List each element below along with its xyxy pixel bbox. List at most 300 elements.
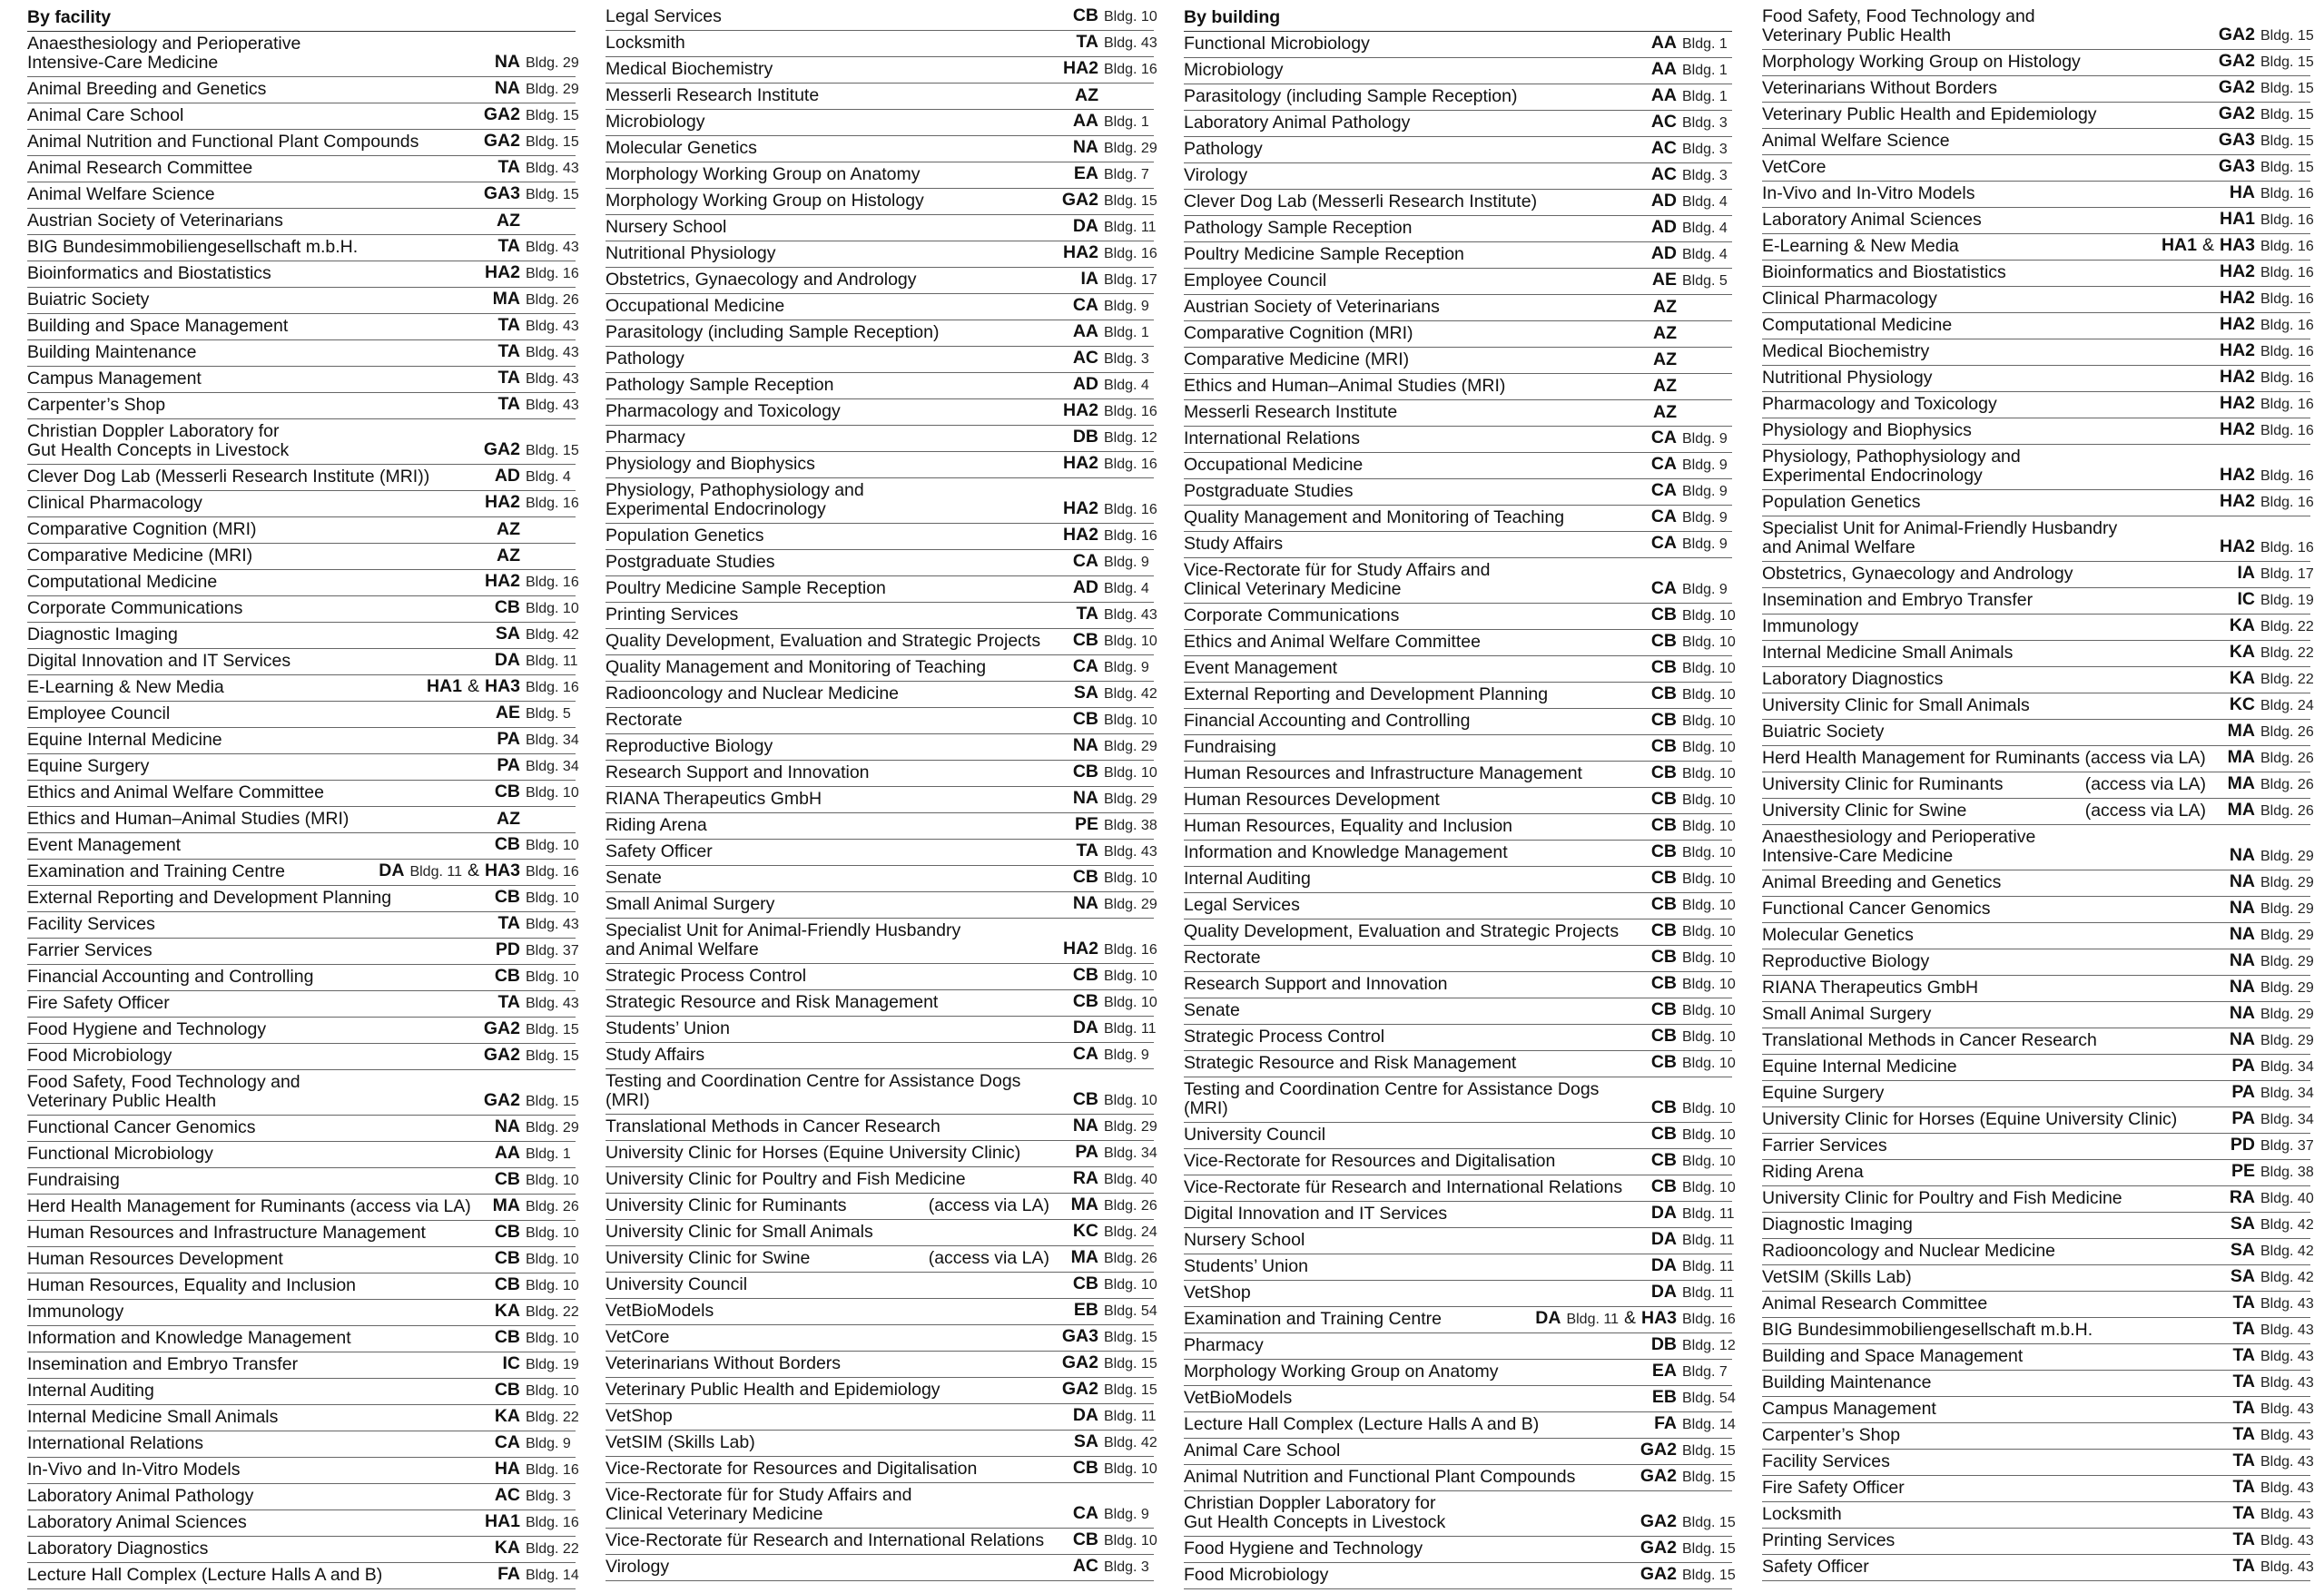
location [1062, 453, 1157, 474]
directory-row [1762, 1318, 2314, 1344]
building-code: CB [1650, 736, 1677, 756]
directory-row [1762, 923, 2314, 949]
directory-row [1762, 490, 2314, 516]
facility-name: Human Resources and Infrastructure Management [1184, 763, 1582, 783]
directory-row [27, 1070, 579, 1116]
building-number: Bldg. 29 [2260, 1033, 2314, 1048]
location [1073, 375, 1154, 395]
location [1073, 552, 1154, 572]
facility-name: Herd Health Management for Ruminants (access via LA) [1762, 748, 2206, 768]
building-number: Bldg. 11 [1104, 1021, 1157, 1037]
location [1651, 534, 1732, 554]
facility-name: Population Genetics [606, 526, 764, 546]
facility-name: International Relations [27, 1433, 204, 1453]
building-number: Bldg. 15 [2260, 133, 2314, 149]
location [2237, 563, 2314, 584]
facility-name: Insemination and Embryo Transfer [27, 1354, 299, 1374]
facility-name: Functional Cancer Genomics [27, 1117, 256, 1137]
location [1061, 190, 1157, 211]
building-number: Bldg. 38 [2260, 1165, 2314, 1180]
facility-name: Fundraising [27, 1170, 120, 1190]
building-number: Bldg. 16 [2260, 344, 2314, 359]
facility-name: University Clinic for Swine [606, 1248, 811, 1268]
facility-name: Laboratory Animal Pathology [1184, 113, 1411, 133]
facility-name: Veterinarians Without Borders [1762, 78, 1998, 98]
building-code: CB [1650, 868, 1677, 888]
facility-name: Equine Internal Medicine [1762, 1057, 1957, 1077]
building-number: Bldg. 10 [1104, 969, 1157, 984]
building-number: Bldg. 34 [2260, 1086, 2314, 1101]
directory-row [27, 1510, 579, 1537]
directory-row [1184, 1281, 1735, 1307]
building-number: Bldg. 11 [1104, 1409, 1157, 1424]
location [2219, 209, 2314, 230]
building-code: CB [494, 597, 520, 617]
building-code: CB [494, 887, 520, 907]
building-code: MA [492, 1195, 520, 1215]
building-number: Bldg. 43 [2260, 1349, 2314, 1364]
building-code: CB [1650, 1150, 1677, 1170]
building-number: Bldg. 22 [2260, 619, 2314, 634]
directory-row [1762, 825, 2314, 870]
location [1072, 965, 1157, 986]
location [426, 676, 579, 697]
building-number: Bldg. 15 [2260, 107, 2314, 123]
facility-name: Virology [1184, 165, 1248, 185]
directory-row [1762, 1397, 2314, 1423]
location [2230, 1214, 2314, 1234]
building-code: CA [1072, 295, 1098, 315]
building-number: Bldg. 16 [1104, 246, 1157, 261]
directory-row [27, 1195, 579, 1221]
building-code: HA2 [1062, 242, 1098, 262]
directory-row [27, 1326, 579, 1352]
facility-name: Poultry Medicine Sample Reception [606, 578, 886, 598]
location [495, 1144, 576, 1164]
building-code: NA [494, 52, 520, 72]
building-number: Bldg. 29 [1104, 1119, 1157, 1135]
building-number: Bldg. 4 [1682, 194, 1728, 210]
location [2229, 694, 2314, 715]
directory-row [1762, 1476, 2314, 1502]
building-code: GA2 [483, 1018, 520, 1038]
facility-name: Parasitology (including Sample Reception) [606, 322, 940, 342]
building-number: Bldg. 10 [526, 1278, 579, 1293]
building-code: EA [1651, 1361, 1677, 1381]
building-code: HA2 [1062, 525, 1098, 545]
directory-row [1184, 893, 1736, 919]
directory-row [1184, 735, 1736, 762]
building-code: DA [379, 860, 405, 880]
facility-name: Messerli Research Institute [606, 85, 820, 105]
building-number: Bldg. 15 [2260, 81, 2314, 96]
directory-row [1184, 998, 1736, 1025]
facility-name: Building Maintenance [27, 342, 197, 362]
directory-row [606, 892, 1157, 919]
building-code: TA [2232, 1503, 2255, 1523]
location [2230, 1240, 2314, 1261]
location [2232, 1503, 2314, 1524]
building-code: DB [1650, 1334, 1677, 1354]
building-number: Bldg. 3 [1682, 142, 1728, 157]
directory-row [27, 1116, 579, 1142]
building-code: HA2 [2219, 314, 2255, 334]
directory-row [1762, 1213, 2314, 1239]
directory-row [27, 517, 576, 544]
building-code: MA [2227, 721, 2255, 741]
location [1070, 1247, 1157, 1268]
building-number: Bldg. 43 [1104, 607, 1157, 623]
facility-name: Strategic Process Control [606, 966, 807, 986]
location [497, 992, 579, 1013]
directory-row [1184, 1563, 1736, 1589]
building-code: TA [2232, 1529, 2255, 1549]
location [1072, 1405, 1157, 1426]
location [2237, 589, 2314, 610]
directory-row [1184, 269, 1732, 295]
facility-name-line: Food Safety, Food Technology and [1762, 6, 2035, 26]
directory-row [1184, 1077, 1736, 1123]
location [483, 131, 579, 152]
directory-row [1184, 295, 1732, 321]
building-number: Bldg. 19 [526, 1357, 579, 1372]
facility-name: Nursery School [1184, 1230, 1305, 1250]
section-heading: By facility [27, 5, 576, 32]
building-code: HA3 [2219, 235, 2255, 255]
facility-name: Rectorate [606, 710, 683, 730]
facility-name: University Clinic for Small Animals [1762, 695, 2030, 715]
directory-row [27, 1221, 579, 1247]
directory-row [606, 840, 1157, 866]
facility-name: Immunology [27, 1302, 124, 1322]
building-number: Bldg. 16 [1104, 502, 1157, 517]
ampersand-separator: & [2201, 235, 2214, 255]
facility-name: Animal Care School [27, 105, 184, 125]
building-code: CB [1072, 630, 1098, 650]
facility-name: Locksmith [1762, 1504, 1842, 1524]
directory-row [606, 452, 1157, 478]
directory-row [27, 393, 579, 419]
building-code: IC [502, 1353, 520, 1373]
directory-row [1762, 418, 2314, 445]
building-code: CB [494, 1169, 520, 1189]
location [1072, 893, 1157, 914]
building-code: CB [1650, 789, 1677, 809]
location [1653, 298, 1732, 317]
building-number: Bldg. 24 [1104, 1224, 1157, 1240]
location [1650, 868, 1736, 889]
directory-row [1184, 919, 1736, 946]
directory-row [27, 1142, 576, 1168]
location [1062, 400, 1157, 421]
facility-name: Financial Accounting and Controlling [27, 967, 314, 987]
directory-row [1762, 588, 2314, 615]
directory-row [1762, 1107, 2314, 1134]
building-code: AD [1072, 577, 1098, 597]
location [1075, 86, 1154, 105]
directory-row [1184, 1360, 1732, 1386]
facility-name: Messerli Research Institute [1184, 402, 1398, 422]
directory-row [606, 1017, 1157, 1043]
building-code: NA [494, 78, 520, 98]
location [2229, 668, 2314, 689]
location [2219, 367, 2314, 388]
building-code: KA [2229, 642, 2255, 662]
location [1650, 999, 1736, 1020]
building-code: CB [1072, 5, 1098, 25]
directory-row [1184, 1537, 1736, 1563]
building-code: IA [1080, 269, 1098, 289]
facility-name-line: and Animal Welfare [1762, 537, 1915, 557]
directory-row [1184, 558, 1732, 604]
location [497, 913, 579, 934]
building-code: HA3 [484, 860, 520, 880]
building-number: Bldg. 5 [526, 706, 571, 722]
building-code: CB [1650, 894, 1677, 914]
directory-row [27, 886, 579, 912]
building-number: Bldg. 1 [1104, 325, 1149, 340]
building-number: Bldg. 16 [1104, 942, 1157, 958]
building-number: Bldg. 10 [1682, 1180, 1736, 1195]
directory-row [1184, 1491, 1736, 1537]
facility-name [1762, 7, 2035, 45]
directory-row [606, 347, 1154, 373]
building-code: RA [1072, 1168, 1098, 1188]
building-code: CB [494, 1222, 520, 1242]
directory-row [1184, 604, 1736, 630]
building-code: NA [2229, 950, 2255, 970]
facility-name: Food Hygiene and Technology [1184, 1539, 1423, 1559]
location [497, 1564, 579, 1585]
directory-row [606, 734, 1157, 761]
building-number: Bldg. 40 [2260, 1191, 2314, 1206]
facility-name: Computational Medicine [27, 572, 218, 592]
building-number: Bldg. 10 [1682, 924, 1736, 939]
location [2219, 465, 2314, 486]
building-code: AA [494, 1143, 520, 1163]
directory-row [606, 1220, 1157, 1246]
building-code: AE [495, 703, 520, 723]
building-code: AZ [497, 211, 520, 231]
facility-name-line: Veterinary Public Health [27, 1091, 217, 1111]
building-code: PA [1075, 1142, 1098, 1162]
facility-name-line: Veterinary Public Health [1762, 25, 1952, 45]
location [2229, 845, 2314, 866]
directory-row [1184, 762, 1736, 788]
facility-name: Functional Cancer Genomics [1762, 899, 1991, 919]
building-number: Bldg. 43 [2260, 1480, 2314, 1496]
facility-name: Obstetrics, Gynaecology and Andrology [606, 270, 917, 290]
facility-name-line: Testing and Coordination Centre for Assistance Dogs [1184, 1079, 1600, 1099]
facility-name: Molecular Genetics [1762, 925, 1914, 945]
facility-name: VetBioModels [606, 1301, 714, 1321]
facility-name: Nursery School [606, 217, 727, 237]
building-code: AC [1650, 138, 1677, 158]
building-number: Bldg. 34 [526, 759, 579, 774]
building-number: Bldg. 54 [1104, 1303, 1157, 1319]
facility-name: Physiology and Biophysics [606, 454, 815, 474]
facility-name: Occupational Medicine [1184, 455, 1364, 475]
location [494, 597, 579, 618]
building-code: CA [1072, 656, 1098, 676]
building-code: AD [1650, 191, 1677, 211]
building-number: Bldg. 34 [2260, 1112, 2314, 1127]
location [1072, 137, 1157, 158]
location [1650, 789, 1736, 810]
facility-name: VetShop [606, 1406, 673, 1426]
location [494, 1274, 579, 1295]
facility-name: Bioinformatics and Biostatistics [27, 263, 271, 283]
facility-name: Printing Services [606, 605, 739, 624]
facility-name: Medical Biochemistry [606, 59, 773, 79]
facility-name: Physiology and Biophysics [1762, 420, 1972, 440]
location [2232, 1529, 2314, 1550]
location [1072, 991, 1157, 1012]
facility-name: Examination and Training Centre [1184, 1309, 1442, 1329]
directory-row [1184, 506, 1732, 532]
facility-name: Food Microbiology [1184, 1565, 1329, 1585]
building-code: GA2 [483, 1090, 520, 1110]
directory-row [1184, 1025, 1736, 1051]
building-code: AC [1072, 1556, 1098, 1576]
location [1651, 218, 1732, 238]
building-number: Bldg. 43 [526, 398, 579, 413]
directory-row [1184, 190, 1732, 216]
facility-name: Diagnostic Imaging [27, 624, 178, 644]
location [497, 394, 579, 415]
facility-name [1762, 828, 2035, 866]
building-number: Bldg. 11 [526, 654, 578, 669]
building-code: CB [1650, 683, 1677, 703]
building-number: Bldg. 37 [2260, 1138, 2314, 1154]
facility-name: Pathology [1184, 139, 1263, 159]
facility-name: Clinical Pharmacology [1762, 289, 1937, 309]
facility-name: Morphology Working Group on Histology [606, 191, 924, 211]
building-number: Bldg. 9 [1682, 484, 1728, 499]
facility-name: Postgraduate Studies [606, 552, 775, 572]
building-code: TA [497, 341, 520, 361]
building-number: Bldg. 16 [2260, 212, 2314, 228]
building-code: HA2 [484, 262, 520, 282]
building-code: TA [2232, 1372, 2255, 1391]
building-code: IA [2237, 563, 2255, 583]
location [1070, 1195, 1157, 1215]
directory-row [1762, 339, 2314, 366]
facility-name-line: Anaesthesiology and Perioperative [1762, 827, 2036, 847]
location [1650, 762, 1736, 783]
building-number: Bldg. 42 [526, 627, 579, 643]
building-code: GA3 [1061, 1326, 1098, 1346]
facility-name: VetBioModels [1184, 1388, 1293, 1408]
building-number: Bldg. 9 [1104, 1507, 1149, 1522]
building-number: Bldg. 16 [2260, 423, 2314, 438]
location [2229, 924, 2314, 945]
directory-row [27, 209, 576, 235]
building-number: Bldg. 16 [526, 864, 579, 880]
building-code: TA [497, 992, 520, 1012]
facility-name: Austrian Society of Veterinarians [27, 211, 283, 231]
building-number: Bldg. 22 [2260, 672, 2314, 687]
building-number: Bldg. 26 [526, 1199, 579, 1214]
location [2229, 871, 2314, 892]
location [492, 1195, 579, 1216]
building-code: HA [494, 1459, 520, 1479]
building-code: DA [1072, 216, 1098, 236]
directory-row [1184, 630, 1736, 656]
building-code: HA1 [2219, 209, 2255, 229]
facility-name: Laboratory Animal Pathology [27, 1486, 254, 1506]
building-number: Bldg. 43 [2260, 1533, 2314, 1549]
directory-row [1184, 867, 1736, 893]
facility-name: Strategic Process Control [1184, 1027, 1385, 1047]
facility-name-line: Experimental Endocrinology [606, 499, 826, 519]
directory-row [1762, 1002, 2314, 1028]
location [2229, 977, 2314, 998]
facility-name [606, 1486, 911, 1524]
ampersand-separator: & [467, 676, 479, 696]
building-code: CA [1650, 454, 1677, 474]
directory-row [606, 268, 1157, 294]
directory-row [606, 57, 1157, 84]
building-code: CB [1650, 1124, 1677, 1144]
facility-name: Internal Medicine Small Animals [1762, 643, 2014, 663]
directory-row [27, 419, 579, 465]
building-code: AZ [1653, 402, 1677, 422]
facility-name: Human Resources, Equality and Inclusion [27, 1275, 357, 1295]
building-number: Bldg. 11 [409, 864, 462, 880]
directory-row [606, 31, 1157, 57]
building-code: DB [1072, 427, 1098, 447]
location [2229, 1003, 2314, 1024]
facility-name-line: Clinical Veterinary Medicine [606, 1504, 823, 1524]
building-code: AZ [1653, 349, 1677, 369]
facility-name: Senate [1184, 1000, 1240, 1020]
location [1072, 1018, 1157, 1038]
building-code: HA1 [426, 676, 462, 696]
facility-name: Poultry Medicine Sample Reception [1184, 244, 1464, 264]
facility-name: Molecular Genetics [606, 138, 757, 158]
directory-row [1184, 841, 1736, 867]
directory-row [1762, 1134, 2314, 1160]
building-number: Bldg. 42 [1104, 1435, 1157, 1450]
facility-name: VetCore [1762, 157, 1827, 177]
building-code: HA2 [1062, 498, 1098, 518]
facility-name: Morphology Working Group on Anatomy [1184, 1362, 1499, 1382]
building-code: MA [492, 289, 520, 309]
facility-name-line: Experimental Endocrinology [1762, 466, 1983, 486]
directory-row [27, 367, 579, 393]
directory-row [606, 1246, 1157, 1273]
location [494, 1538, 579, 1559]
location [1074, 814, 1157, 835]
directory-row [27, 1405, 579, 1431]
building-code: NA [494, 1116, 520, 1136]
location [495, 467, 576, 487]
location [2219, 288, 2314, 309]
location [1073, 578, 1154, 598]
directory-row [27, 235, 579, 261]
building-number: Bldg. 16 [1104, 404, 1157, 419]
directory-row [606, 990, 1157, 1017]
location [483, 183, 579, 204]
location [497, 755, 579, 776]
building-number: Bldg. 4 [1682, 221, 1728, 236]
building-number: Bldg. 10 [526, 601, 579, 616]
location [2227, 800, 2314, 821]
building-code: AD [494, 466, 520, 486]
facility-name [606, 921, 960, 959]
directory-row [27, 965, 579, 991]
